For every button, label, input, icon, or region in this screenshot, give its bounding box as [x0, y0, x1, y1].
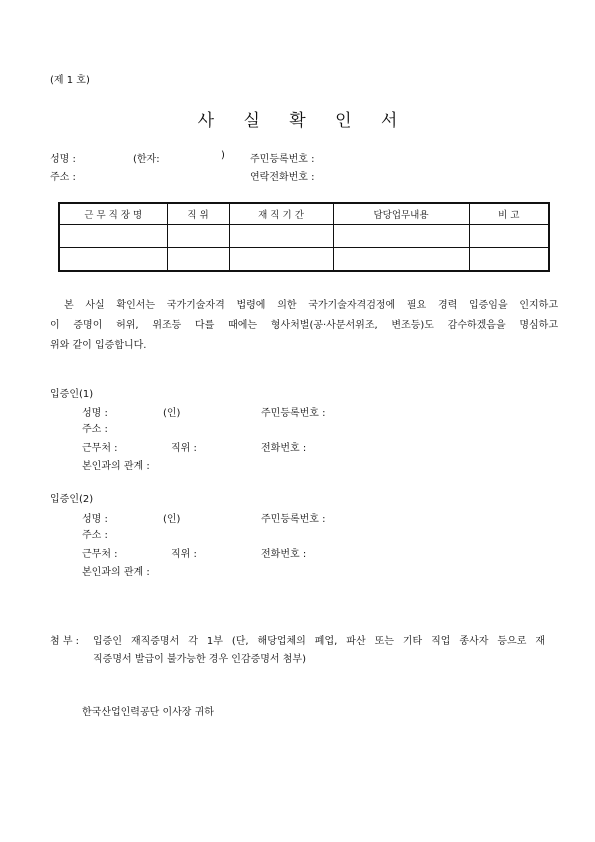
addressee: 한국산업인력공단 이사장 귀하 — [82, 707, 214, 718]
witness-1-address-label: 주소 : — [82, 424, 108, 435]
witness-1-rrn-label: 주민등록번호 : — [261, 408, 326, 419]
table-cell[interactable] — [167, 225, 229, 248]
table-cell[interactable] — [469, 225, 549, 248]
witness-1-phone-label: 전화번호 : — [261, 443, 307, 454]
table-cell[interactable] — [59, 225, 167, 248]
witness-1-seal-label: (인) — [163, 408, 181, 419]
career-table — [58, 202, 550, 272]
witness-1-heading: 입증인(1) — [50, 389, 94, 400]
statement-line: 본 사실 확인서는 국가기술자격 법령에 의한 국가기술자격검정에 필요 경력 입증임을 인지하고 — [64, 300, 558, 311]
table-cell[interactable] — [59, 248, 167, 272]
page-title: 사 실 확 인 서 — [197, 111, 410, 131]
table-cell[interactable] — [333, 248, 469, 272]
witness-2-phone-label: 전화번호 : — [261, 549, 307, 560]
witness-2-workplace-label: 근무처 : — [82, 549, 118, 560]
witness-1-name-label: 성명 : — [82, 408, 108, 419]
table-cell[interactable] — [167, 248, 229, 272]
form-number: (제 1 호) — [50, 75, 90, 86]
attachment-line-1: 입증인 재직증명서 각 1부 (단, 해당업체의 폐업, 파산 또는 기타 직업 종사자 등으로 재 — [93, 636, 545, 647]
table-row[interactable] — [59, 225, 549, 248]
witness-1-relation-label: 본인과의 관계 : — [82, 461, 150, 472]
table-cell[interactable] — [469, 248, 549, 272]
attachment-label: 첨 부 : — [50, 636, 80, 647]
statement-paragraph — [50, 296, 558, 356]
header-workplace: 근 무 직 장 명 — [59, 203, 167, 225]
witness-2-name-label: 성명 : — [82, 514, 108, 525]
witness-1-workplace-label: 근무처 : — [82, 443, 118, 454]
attachment-line-2: 직증명서 발급이 불가능한 경우 인감증명서 첨부) — [93, 654, 306, 665]
witness-2-position-label: 직위 : — [171, 549, 197, 560]
applicant-phone-label: 연락전화번호 : — [250, 172, 315, 183]
table-header-row — [59, 203, 549, 225]
applicant-hanja-close: ) — [221, 150, 225, 161]
applicant-name-label: 성명 : — [50, 154, 76, 165]
table-cell[interactable] — [229, 248, 333, 272]
header-period: 재 직 기 간 — [229, 203, 333, 225]
statement-line: 위와 같이 입증합니다. — [50, 340, 147, 351]
applicant-rrn-label: 주민등록번호 : — [250, 154, 315, 165]
header-duties: 담당업무내용 — [333, 203, 469, 225]
witness-2-relation-label: 본인과의 관계 : — [82, 567, 150, 578]
table-row[interactable] — [59, 248, 549, 272]
witness-2-address-label: 주소 : — [82, 530, 108, 541]
witness-2-heading: 입증인(2) — [50, 494, 94, 505]
table-cell[interactable] — [229, 225, 333, 248]
witness-2-seal-label: (인) — [163, 514, 181, 525]
witness-1-position-label: 직위 : — [171, 443, 197, 454]
witness-2-rrn-label: 주민등록번호 : — [261, 514, 326, 525]
table-cell[interactable] — [333, 225, 469, 248]
header-remarks: 비 고 — [469, 203, 549, 225]
statement-line: 이 증명이 허위, 위조등 다를 때에는 형사처벌(공·사문서위조, 변조등)도 감수하겠음을 명심하고 — [50, 320, 558, 331]
applicant-hanja-label: (한자: — [133, 154, 160, 165]
header-position: 직 위 — [167, 203, 229, 225]
applicant-address-label: 주소 : — [50, 172, 76, 183]
